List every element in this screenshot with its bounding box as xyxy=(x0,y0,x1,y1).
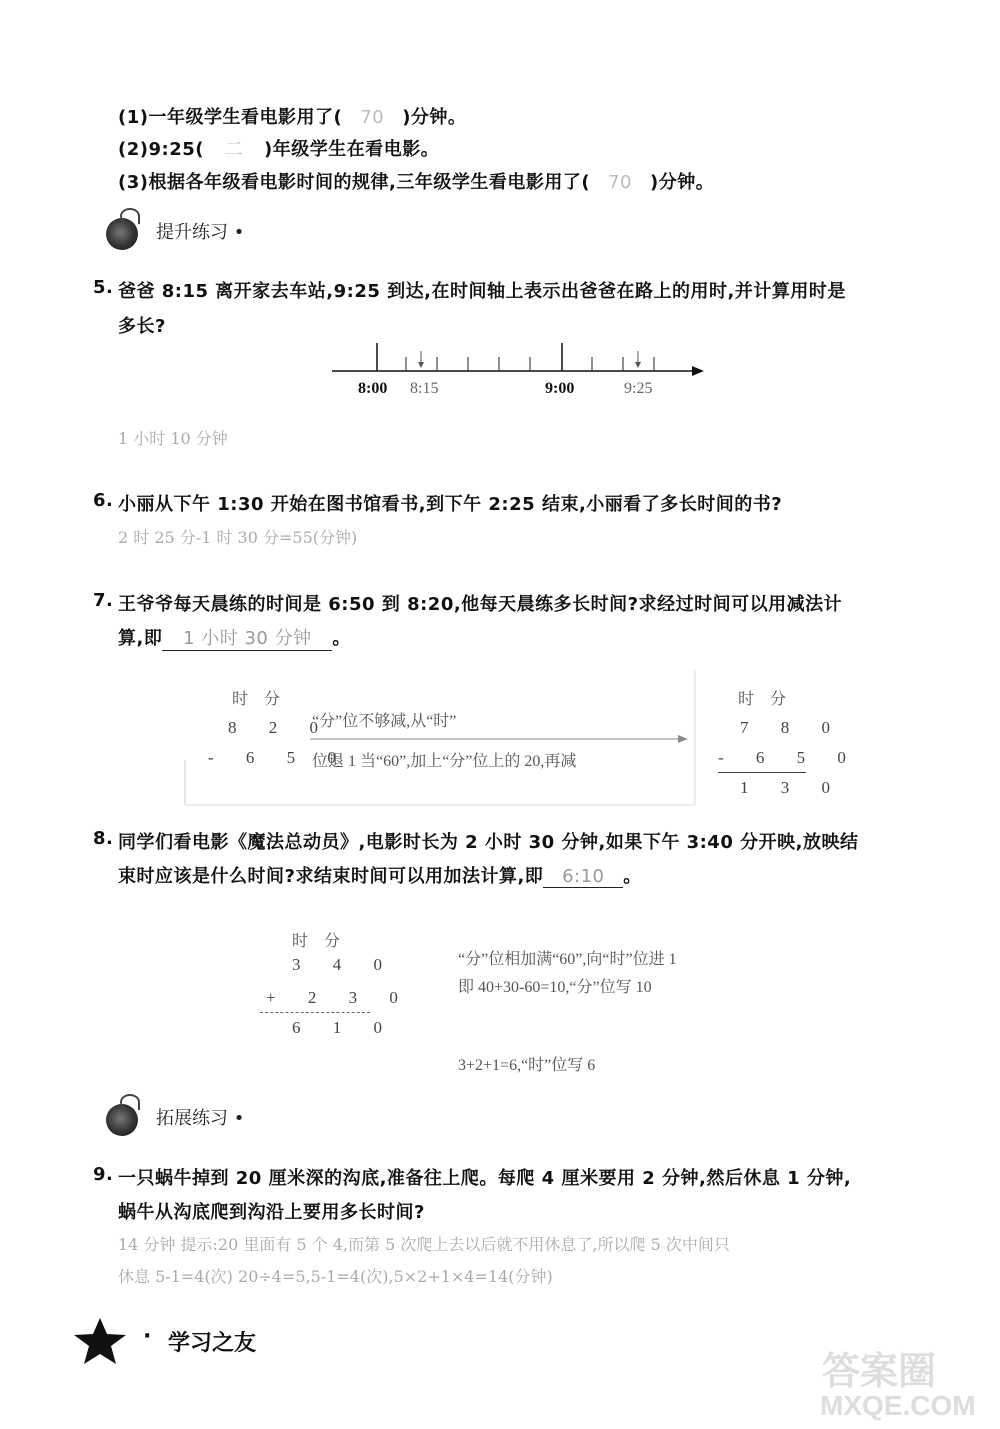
q7-right-row1: 7 8 0 xyxy=(740,718,844,737)
section-clock-icon xyxy=(106,218,138,250)
q7-right-row3: 1 3 0 xyxy=(740,778,844,797)
q7-text-line1: 王爷爷每天晨练的时间是 6:50 到 8:20,他每天晨练多长时间?求经过时间可以用减法计 xyxy=(118,594,843,615)
q8-text-line2: 束时应该是什么时间?求结束时间可以用加法计算,即 6:10 。 xyxy=(118,866,642,887)
q7-note2: 位退 1 当“60”,加上“分”位上的 20,再减 xyxy=(312,753,577,770)
q4-sub3-answer: 70 xyxy=(608,172,632,193)
section-title-improve: 提升练习 • xyxy=(156,222,245,243)
q7-number: 7. xyxy=(93,590,114,611)
q8-blank: 6:10 xyxy=(543,866,623,888)
timeline-arrow-head xyxy=(692,366,704,376)
q9-answer-line1: 14 分钟 提示:20 里面有 5 个 4,而第 5 次爬上去以后就不用休息了,所以爬 5 次中间只 xyxy=(118,1235,730,1254)
q7-right-header: 时 分 xyxy=(738,691,793,708)
q7-left-header: 时 分 xyxy=(232,691,287,708)
q6-text: 小丽从下午 1:30 开始在图书馆看书,到下午 2:25 结束,小丽看了多长时间的书? xyxy=(118,494,783,515)
q7-left-row2: - 6 5 0 xyxy=(208,748,350,767)
q8-row2: + 2 3 0 xyxy=(266,988,412,1007)
section-title-extend: 拓展练习 • xyxy=(156,1108,245,1129)
q6-number: 6. xyxy=(93,490,114,511)
q4-sub2-answer: 二 xyxy=(224,139,244,160)
tick-label-925: 9:25 xyxy=(624,380,653,397)
timeline xyxy=(320,335,720,415)
q8-rule xyxy=(260,1012,370,1013)
q8-text-line1: 同学们看电影《魔法总动员》,电影时长为 2 小时 30 分钟,如果下午 3:40 分开映,放映结 xyxy=(118,832,859,853)
q7-text-line2: 算,即 1 小时 30 分钟 。 xyxy=(118,624,351,651)
watermark-logo: 答案圈 xyxy=(822,1349,937,1393)
q9-number: 9. xyxy=(93,1164,114,1185)
q8-note2: 即 40+30-60=10,“分”位写 10 xyxy=(458,979,652,996)
q9-text-line1: 一只蜗牛掉到 20 厘米深的沟底,准备往上爬。每爬 4 厘米要用 2 分钟,然后休息 1 分钟, xyxy=(118,1168,852,1189)
q8-row1: 3 4 0 xyxy=(292,955,396,974)
q8-number: 8. xyxy=(93,828,114,849)
marker-arrow-815-head xyxy=(418,362,424,368)
section-clock-icon xyxy=(106,1104,138,1136)
footer-dot: · xyxy=(143,1324,152,1349)
tick-label-815: 8:15 xyxy=(410,380,439,397)
watermark-url: MXQE.COM xyxy=(820,1390,976,1421)
tick-label-800: 8:00 xyxy=(358,380,388,397)
marker-arrow-925-head xyxy=(635,362,641,368)
q8-header: 时 分 xyxy=(292,933,347,950)
q7-right-row2: - 6 5 0 xyxy=(718,748,860,767)
tick-label-900: 9:00 xyxy=(545,380,575,397)
star-icon xyxy=(70,1316,130,1366)
q5-text-line1: 爸爸 8:15 离开家去车站,9:25 到达,在时间轴上表示出爸爸在路上的用时,并计算用时是 xyxy=(118,281,846,302)
borrow-arrow-head xyxy=(678,735,688,743)
q7-note1: “分”位不够减,从“时” xyxy=(312,713,457,730)
q7-blank: 1 小时 30 分钟 xyxy=(162,624,332,651)
footer-brand: 学习之友 xyxy=(168,1330,257,1356)
q7-left-row1: 8 2 0 xyxy=(228,718,332,737)
q8-row3: 6 1 0 xyxy=(292,1018,396,1037)
q8-note1: “分”位相加满“60”,向“时”位进 1 xyxy=(458,951,677,968)
q4-sub3: (3)根据各年级看电影时间的规律,三年级学生看电影用了( 70 )分钟。 xyxy=(118,172,715,193)
q5-text-line2: 多长? xyxy=(118,316,166,337)
q4-sub1-answer: 70 xyxy=(360,107,385,128)
q5-answer: 1 小时 10 分钟 xyxy=(118,429,228,448)
q7-right-rule xyxy=(718,772,806,773)
q9-answer-line2: 休息 5-1=4(次) 20÷4=5,5-1=4(次),5×2+1×4=14(分钟) xyxy=(118,1267,553,1286)
q6-answer: 2 时 25 分-1 时 30 分=55(分钟) xyxy=(118,528,358,547)
q4-sub1: (1)一年级学生看电影用了( 70 )分钟。 xyxy=(118,107,467,128)
q4-sub2: (2)9:25( 二 )年级学生在看电影。 xyxy=(118,135,439,161)
q9-text-line2: 蜗牛从沟底爬到沟沿上要用多长时间? xyxy=(118,1202,425,1223)
q8-note3: 3+2+1=6,“时”位写 6 xyxy=(458,1057,596,1074)
q5-number: 5. xyxy=(93,277,114,298)
